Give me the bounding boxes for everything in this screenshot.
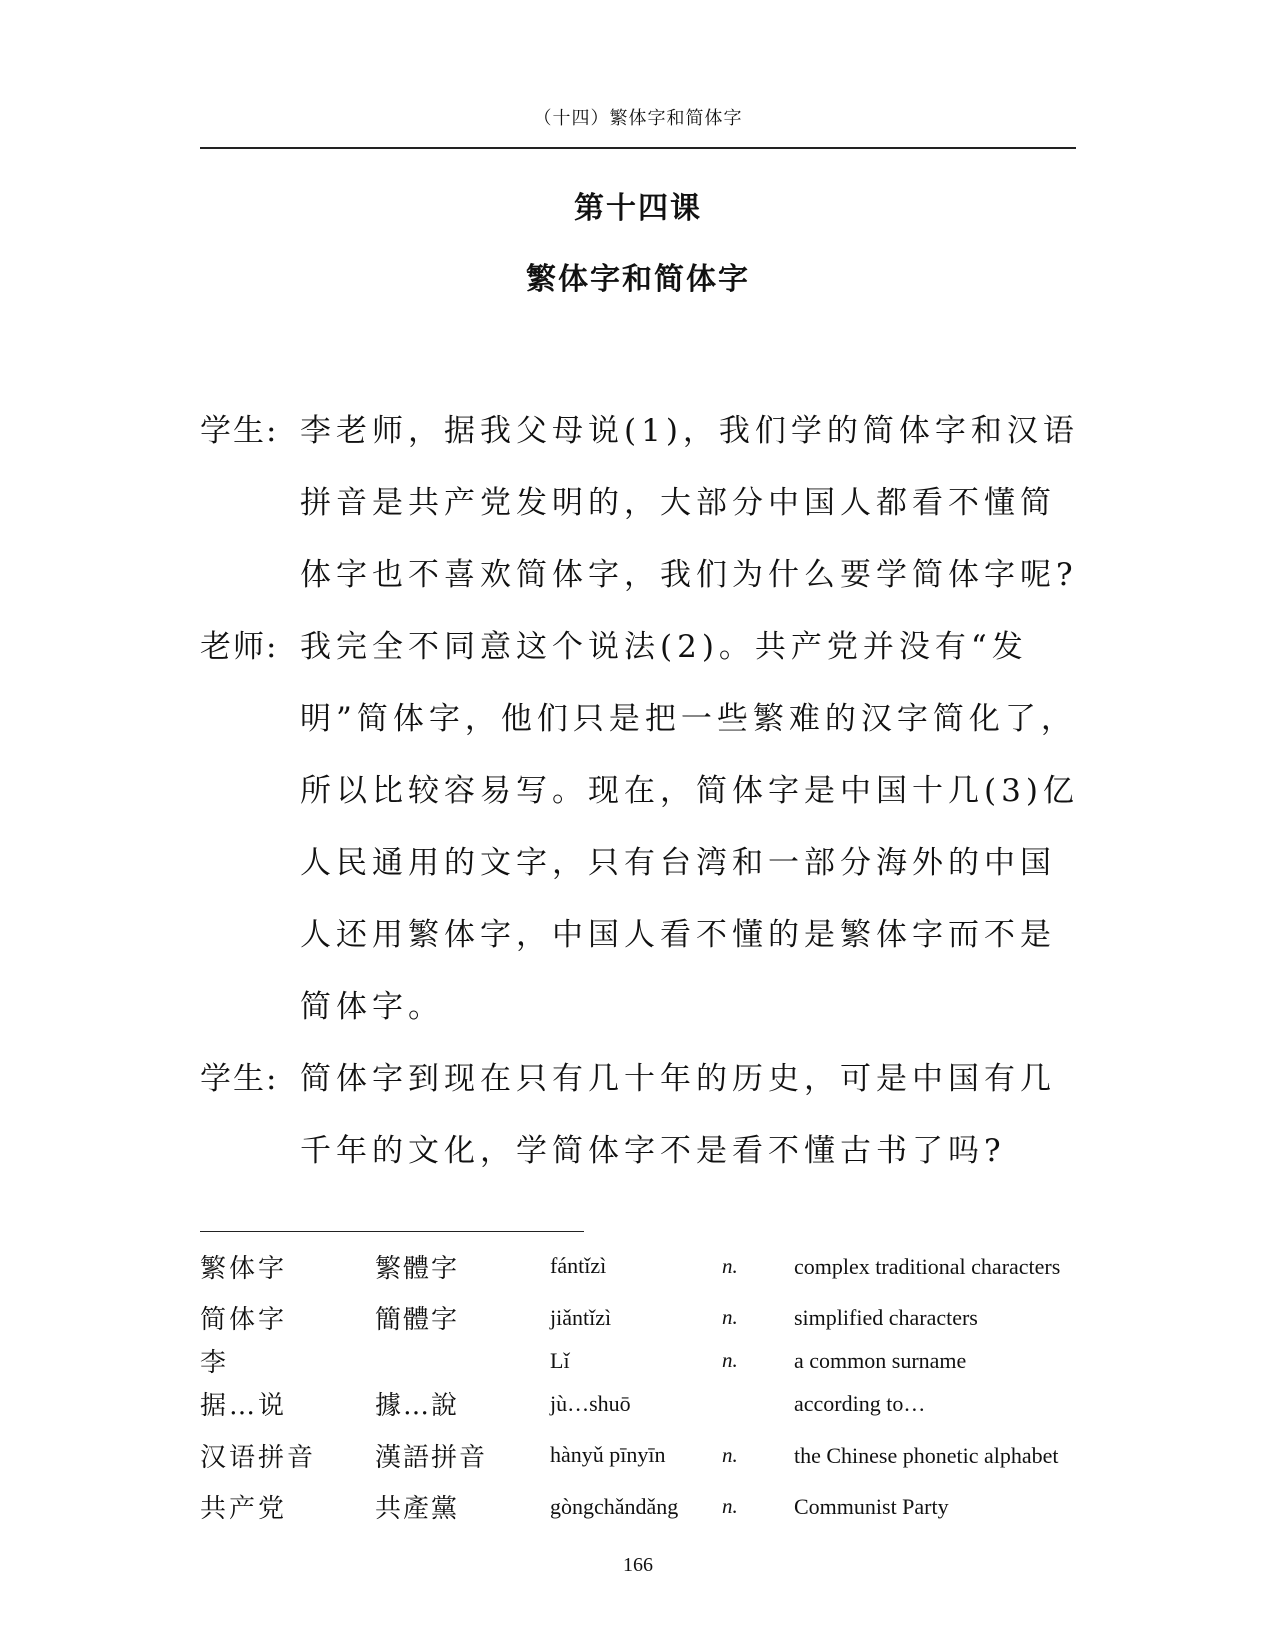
speaker-label: 学生: — [200, 1061, 279, 1097]
speaker-label: 老师: — [200, 629, 279, 665]
vocab-simplified: 汉语拼音 — [200, 1442, 317, 1473]
vocab-simplified: 简体字 — [200, 1305, 288, 1335]
dialogue-text: 简体字到现在只有几十年的历史，可是中国有几千年的文化，学简体字不是看不懂古书了吗? — [300, 1061, 1056, 1169]
speaker-label: 学生: — [200, 413, 279, 449]
vocab-traditional: 共產黨 — [375, 1494, 460, 1524]
vocab-definition: complex traditional characters — [794, 1253, 1061, 1279]
dialogue-text: 李老师，据我父母说(1)，我们学的简体字和汉语拼音是共产党发明的，大部分中国人都看不懂简体字也不喜欢简体字，我们为什么要学简体字呢? — [300, 413, 1079, 593]
vocab-simplified: 繁体字 — [200, 1253, 288, 1284]
vocab-row — [200, 1382, 1080, 1425]
dialogue-turn — [200, 1043, 1080, 1187]
vocab-pinyin: gòngchǎndǎng — [550, 1493, 679, 1519]
vocab-pinyin: hànyǔ pīnyīn — [550, 1442, 666, 1467]
running-header: （十四）繁体字和简体字 — [533, 108, 743, 129]
dialogue-turn — [200, 395, 1080, 611]
vocab-traditional: 繁體字 — [375, 1253, 460, 1284]
vocabulary-rule — [200, 1231, 584, 1232]
vocab-traditional: 漢語拼音 — [375, 1442, 488, 1473]
vocab-row — [200, 1425, 1080, 1485]
lesson-number: 第十四课 — [574, 191, 702, 226]
vocab-simplified: 据…说 — [200, 1391, 288, 1421]
vocab-row — [200, 1236, 1080, 1296]
vocab-pinyin: fántǐzì — [550, 1253, 607, 1278]
lesson-title: 繁体字和简体字 — [526, 262, 750, 297]
dialogue-turn — [200, 611, 1080, 1043]
page-number: 166 — [623, 1554, 653, 1576]
vocab-part-of-speech: n. — [722, 1442, 738, 1467]
vocab-part-of-speech — [722, 1382, 794, 1425]
vocab-definition: according to… — [794, 1391, 926, 1416]
vocab-part-of-speech: n. — [722, 1348, 738, 1372]
vocab-simplified: 李 — [200, 1348, 230, 1378]
vocab-row — [200, 1485, 1080, 1528]
vocab-definition: a common surname — [794, 1348, 967, 1373]
vocab-traditional — [375, 1339, 550, 1382]
vocab-pinyin: jiǎntǐzì — [550, 1304, 612, 1330]
vocab-row — [200, 1296, 1080, 1339]
vocab-traditional: 簡體字 — [375, 1305, 460, 1335]
vocab-definition: simplified characters — [794, 1305, 978, 1330]
vocab-part-of-speech: n. — [722, 1305, 738, 1329]
vocab-part-of-speech: n. — [722, 1494, 738, 1518]
vocab-traditional: 據…說 — [375, 1391, 460, 1421]
dialogue-text: 我完全不同意这个说法(2)。共产党并没有“发明”简体字，他们只是把一些繁难的汉字简化了，所以比较容易写。现在，简体字是中国十几(3)亿人民通用的文字，只有台湾和一部分海外的中国人还用繁体字，中国人看不懂的是繁体字而不是简体字。 — [300, 629, 1079, 1025]
vocab-definition: Communist Party — [794, 1494, 949, 1519]
vocab-part-of-speech: n. — [722, 1253, 738, 1278]
dialogue — [200, 395, 1080, 1187]
vocab-pinyin: Lǐ — [550, 1347, 570, 1373]
vocabulary-table — [200, 1236, 1080, 1528]
vocab-definition: the Chinese phonetic alphabet — [794, 1442, 1059, 1468]
vocab-row — [200, 1339, 1080, 1382]
header-rule — [200, 147, 1076, 149]
vocab-pinyin: jù…shuō — [550, 1390, 631, 1416]
vocab-simplified: 共产党 — [200, 1494, 288, 1524]
